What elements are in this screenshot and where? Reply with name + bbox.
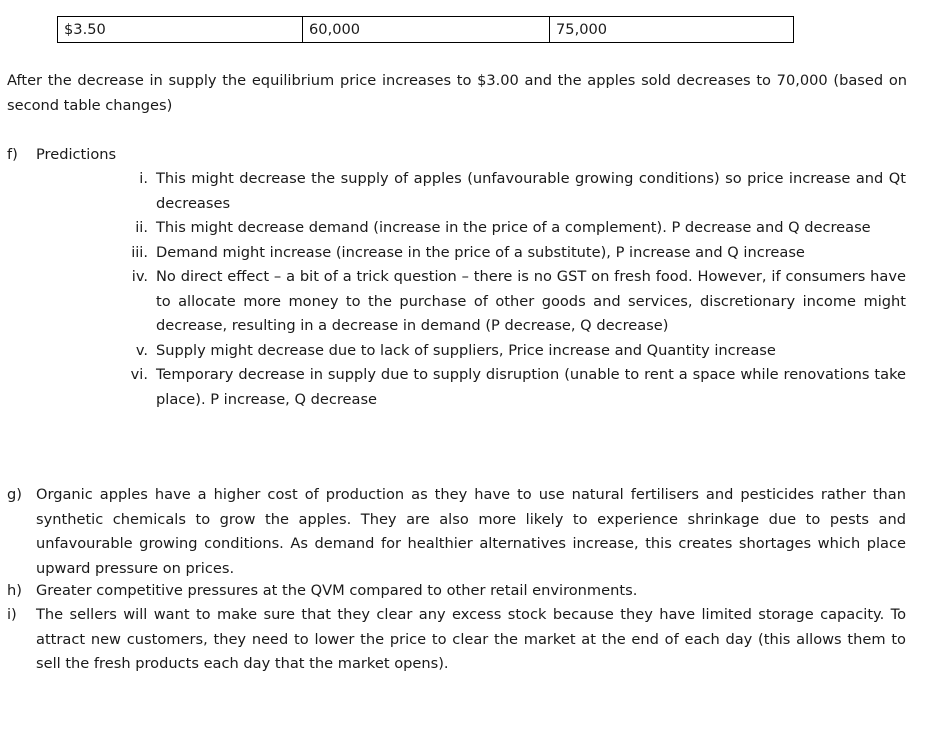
predictions-list xyxy=(114,167,906,412)
section-f-label: f) xyxy=(7,146,18,163)
list-item-number: i. xyxy=(139,170,148,187)
section-g-text: Organic apples have a higher cost of production as they have to use natural fertilisers and pesticides rather than synthetic chemicals to grow the apples. They are also more likely to experience shrinkage due to pests and unfavourable growing conditions. As demand for healthier alternatives increase, this creates shortages which place upward pressure on prices. xyxy=(36,486,906,577)
list-item xyxy=(114,216,906,241)
list-item xyxy=(114,265,906,339)
table-cell-quantity-supplied: 60,000 xyxy=(303,17,550,43)
table-row xyxy=(58,17,794,43)
section-f-title: Predictions xyxy=(36,146,117,163)
section-h-label: h) xyxy=(7,582,22,599)
list-item-number: v. xyxy=(135,341,148,359)
section-g-label: g) xyxy=(7,486,22,503)
list-item xyxy=(114,167,906,216)
list-item-text: Temporary decrease in supply due to supply disruption (unable to rent a space while renovations take place). P increase, Q decrease xyxy=(156,366,906,408)
list-item-text: This might decrease demand (increase in the price of a complement). P decrease and Q decrease xyxy=(156,219,871,236)
table-cell-price: $3.50 xyxy=(58,17,303,43)
list-item-number: vi. xyxy=(130,366,148,383)
section-h-text: Greater competitive pressures at the QVM compared to other retail environments. xyxy=(36,582,638,599)
table-cell-quantity-demanded: 75,000 xyxy=(550,17,794,43)
list-item xyxy=(114,339,906,364)
list-item-text: Supply might decrease due to lack of suppliers, Price increase and Quantity increase xyxy=(156,341,776,359)
section-i-text: The sellers will want to make sure that they clear any excess stock because they have limited storage capacity. To attract new customers, they need to lower the price to clear the market at the end of each day (this allows them to sell the fresh products each day that the market opens). xyxy=(36,606,906,672)
equilibrium-summary: After the decrease in supply the equilibrium price increases to $3.00 and the apples sold decreases to 70,000 (based on second table changes) xyxy=(7,72,907,114)
list-item-number: ii. xyxy=(135,219,148,236)
list-item-number: iv. xyxy=(131,268,148,285)
list-item-text: No direct effect – a bit of a trick question – there is no GST on fresh food. However, if consumers have to allocate more money to the purchase of other goods and services, discretionary income might decrease, resulting in a decrease in demand (P decrease, Q decrease) xyxy=(156,268,906,334)
section-i-label: i) xyxy=(7,606,17,623)
price-quantity-table xyxy=(57,16,794,43)
list-item xyxy=(114,241,906,266)
list-item-number: iii. xyxy=(131,243,148,261)
list-item xyxy=(114,363,906,412)
list-item-text: This might decrease the supply of apples (unfavourable growing conditions) so price increase and Qt decreases xyxy=(156,170,906,212)
list-item-text: Demand might increase (increase in the price of a substitute), P increase and Q increase xyxy=(156,243,805,261)
